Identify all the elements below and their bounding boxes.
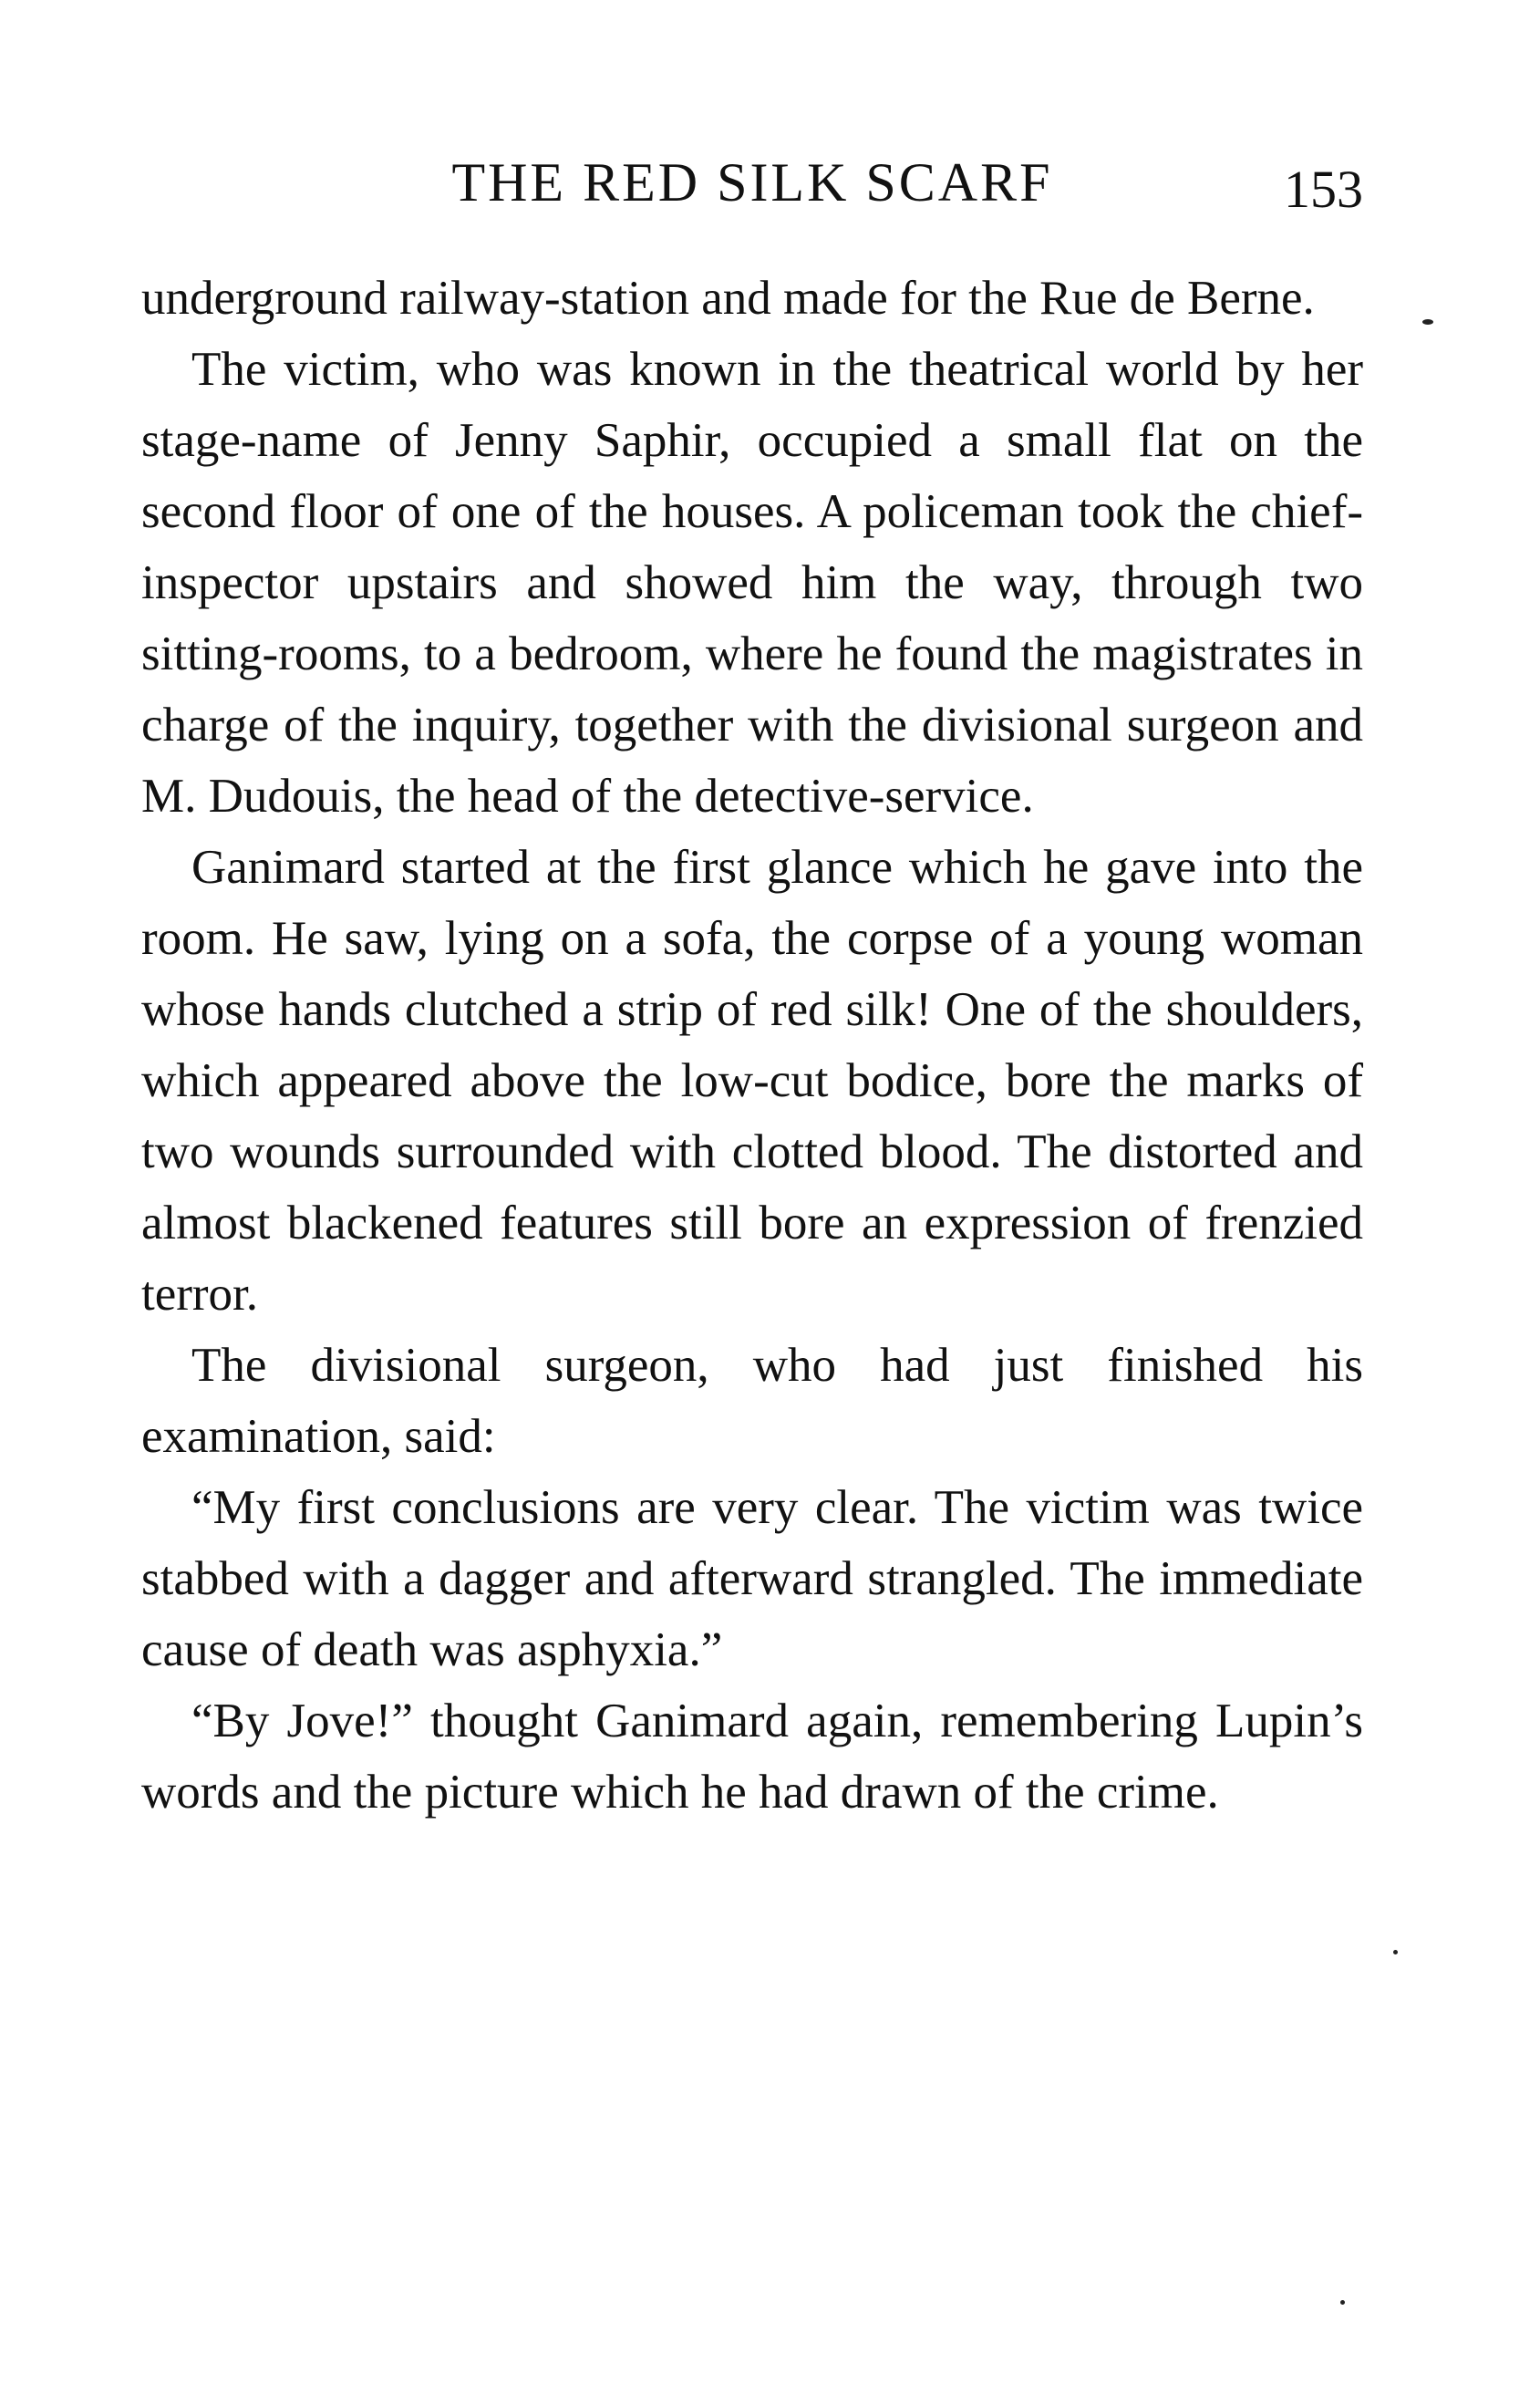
body-text bbox=[141, 263, 1363, 1828]
paragraph-by-jove: “By Jove!” thought Ganimard again, remembering Lupin’s words and the picture which he had drawn of the crime. bbox=[141, 1695, 1363, 1819]
paragraph-surgeon-quote: “My first conclusions are very clear. The victim was twice stabbed with a dagger and afterward strangled. The immediate cause of death was asphyxia.” bbox=[141, 1481, 1363, 1676]
paragraph-surgeon-said: The divisional surgeon, who had just finished his examination, said: bbox=[141, 1339, 1363, 1463]
print-speck bbox=[1340, 2300, 1345, 2305]
print-speck bbox=[1422, 319, 1433, 325]
paragraph-victim-flat: The victim, who was known in the theatrical world by her stage-name of Jenny Saphir, occupied a small flat on the second floor of one of the houses. A policeman took the chief-inspector upstairs and showed him the way, through two sitting-rooms, to a bedroom, where he found the magistrates in charge of the inquiry, together with the divisional surgeon and M. Dudouis, the head of the detective-service. bbox=[141, 343, 1363, 823]
running-title: THE RED SILK SCARF bbox=[451, 152, 1053, 213]
running-head bbox=[141, 146, 1363, 219]
print-speck bbox=[1393, 1950, 1398, 1954]
paragraph-continuation: underground railway-station and made for the Rue de Berne. bbox=[141, 272, 1315, 325]
paragraph-ganimard-glance: Ganimard started at the first glance which he gave into the room. He saw, lying on a sofa, the corpse of a young woman whose hands clutched a strip of red silk! One of the shoulders, which appeared above the low-cut bodice, bore the marks of two wounds surrounded with clotted blood. The distorted and almost blackened features still bore an expression of frenzied terror. bbox=[141, 841, 1363, 1321]
page-number: 153 bbox=[1284, 160, 1363, 219]
